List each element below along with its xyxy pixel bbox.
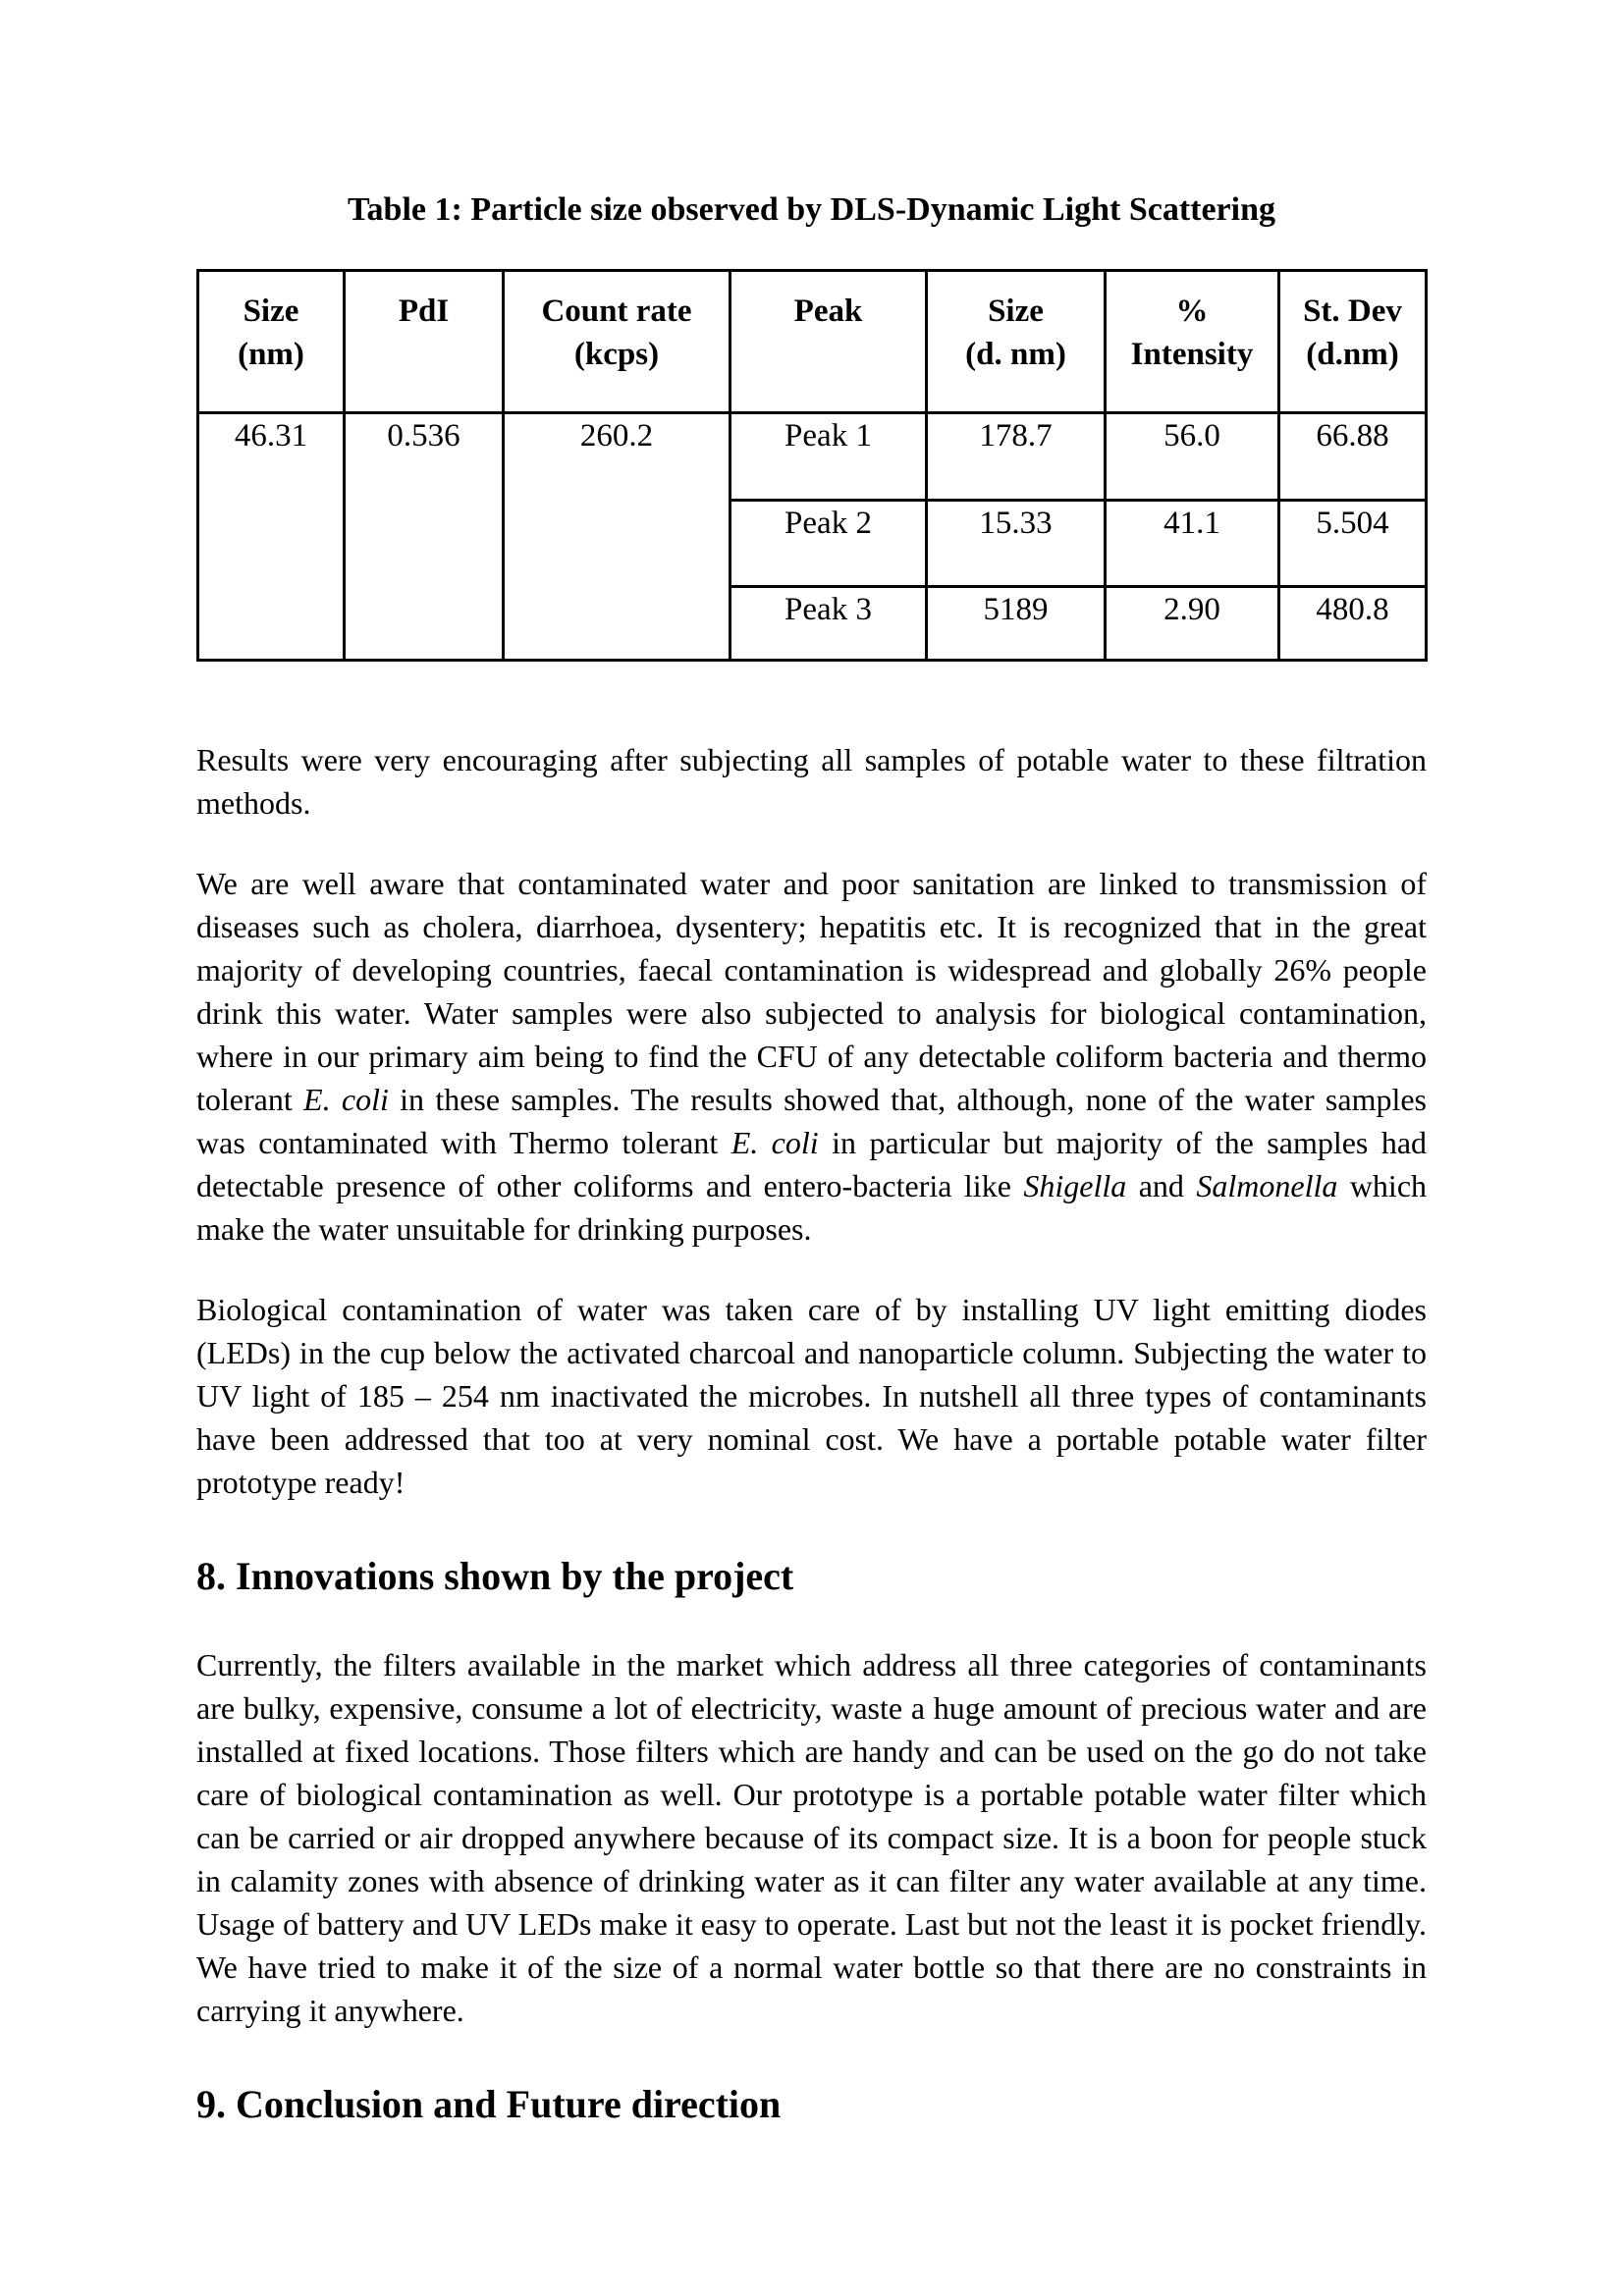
paragraph-biological-analysis xyxy=(196,862,1427,1251)
italic-salmonella: Salmonella xyxy=(1196,1168,1338,1203)
cell-peak-1-stdev: 66.88 xyxy=(1279,413,1427,501)
text-segment: We are well aware that contaminated water and poor sanitation are linked to transmission of diseases such as cholera, diarrhoea, dysentery; hepatitis etc. It is recognized that in the great majority of developing countries, faecal contamination is widespread and globally 26% people drink this water. Water samples were also subjected to analysis for biological contamination, where in our primary aim being to find the CFU of any detectable coliform bacteria and thermo tolerant xyxy=(196,866,1427,1117)
header-line-2: (kcps) xyxy=(573,337,660,372)
header-size-nm xyxy=(198,271,345,413)
italic-shigella: Shigella xyxy=(1023,1168,1127,1203)
header-peak xyxy=(730,271,927,413)
header-line-2: (d.nm) xyxy=(1306,337,1399,372)
header-line-1: Size xyxy=(988,294,1044,329)
header-line-1: PdI xyxy=(398,294,450,329)
header-pdi xyxy=(345,271,504,413)
header-pct-intensity xyxy=(1106,271,1279,413)
header-line-1: Size xyxy=(243,294,299,329)
cell-peak-2-label: Peak 2 xyxy=(730,501,927,587)
text-segment: and xyxy=(1126,1168,1197,1203)
paragraph-uv-treatment: Biological contamination of water was taken care of by installing UV light emitting diodes (LEDs) in the cup below the activated charcoal and nanoparticle column. Subjecting the water to UV light of 185 – 254 nm inactivated the microbes. In nutshell all three types of contaminants have been addressed that too at very nominal cost. We have a portable potable water filter prototype ready! xyxy=(196,1292,1427,1500)
cell-peak-3-stdev: 480.8 xyxy=(1279,587,1427,661)
text-segment: which make the water unsuitable for drinking purposes. xyxy=(196,1168,1428,1247)
cell-pdi: 0.536 xyxy=(345,413,504,661)
cell-peak-3-label: Peak 3 xyxy=(730,587,927,661)
cell-peak-1-size: 178.7 xyxy=(927,413,1106,501)
header-size-d-nm xyxy=(927,271,1106,413)
cell-peak-2-stdev: 5.504 xyxy=(1279,501,1427,587)
italic-e-coli: E. coli xyxy=(730,1125,819,1160)
cell-peak-2-size: 15.33 xyxy=(927,501,1106,587)
cell-peak-1-label: Peak 1 xyxy=(730,413,927,501)
paragraph-innovations: Currently, the filters available in the market which address all three categories of contaminants are bulky, expensive, consume a lot of electricity, waste a huge amount of precious water and are installed at fixed locations. Those filters which are handy and can be used on the go do not take care of biological contamination as well. Our prototype is a portable potable water filter which can be carried or air dropped anywhere because of its compact size. It is a boon for people stuck in calamity zones with absence of drinking water as it can filter any water available at any time. Usage of battery and UV LEDs make it easy to operate. Last but not the least it is pocket friendly. We have tried to make it of the size of a normal water bottle so that there are no constraints in carrying it anywhere. xyxy=(196,1647,1427,2028)
header-line-2: (nm) xyxy=(238,337,304,372)
text-segment: in these samples. The results showed that, although, none of the water samples was contaminated with Thermo tolerant xyxy=(196,1082,1428,1160)
cell-peak-3-size: 5189 xyxy=(927,587,1106,661)
cell-size-nm: 46.31 xyxy=(198,413,345,661)
header-line-1: Peak xyxy=(793,294,863,329)
table-row-peak-1 xyxy=(198,413,1427,501)
header-line-1: % xyxy=(1175,294,1209,329)
header-line-1: St. Dev xyxy=(1303,294,1402,329)
header-count-rate xyxy=(504,271,730,413)
cell-peak-2-intensity: 41.1 xyxy=(1106,501,1279,587)
cell-count-rate: 260.2 xyxy=(504,413,730,661)
paragraph-results: Results were very encouraging after subjecting all samples of potable water to these filtration methods. xyxy=(196,742,1427,821)
header-st-dev xyxy=(1279,271,1427,413)
text-segment: in particular but majority of the samples had detectable presence of other coliforms and entero-bacteria like xyxy=(196,1125,1428,1203)
table-header-row xyxy=(198,271,1427,413)
table-caption: Table 1: Particle size observed by DLS-Dynamic Light Scattering xyxy=(348,191,1275,228)
cell-peak-1-intensity: 56.0 xyxy=(1106,413,1279,501)
dls-results-table xyxy=(196,269,1428,662)
section-heading-conclusion: 9. Conclusion and Future direction xyxy=(196,2082,782,2126)
section-heading-innovations: 8. Innovations shown by the project xyxy=(196,1554,794,1598)
header-line-2: Intensity xyxy=(1130,337,1254,372)
cell-peak-3-intensity: 2.90 xyxy=(1106,587,1279,661)
header-line-1: Count rate xyxy=(541,294,692,329)
header-line-2: (d. nm) xyxy=(965,337,1066,372)
italic-e-coli: E. coli xyxy=(303,1082,389,1117)
